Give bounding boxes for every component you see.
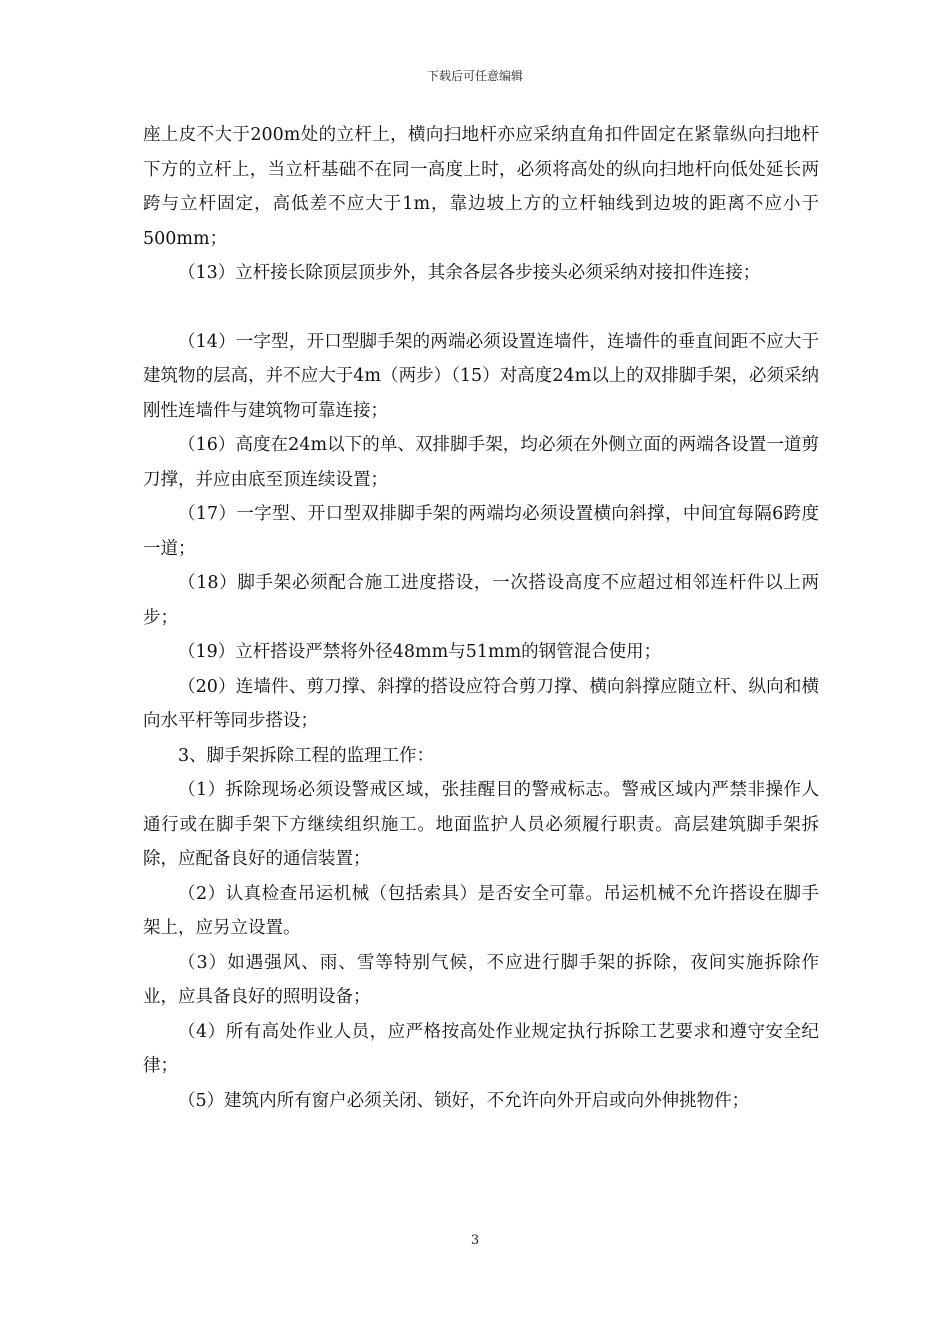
paragraph-item-17: （17）一字型、开口型双排脚手架的两端均必须设置横向斜撑，中间宜每隔6跨度一道； (143, 504, 819, 559)
document-body (143, 118, 819, 1118)
paragraph-dismantle-4: （4）所有高处作业人员，应严格按高处作业规定执行拆除工艺要求和遵守安全纪律； (143, 1021, 819, 1076)
paragraph-item-20: （20）连墙件、剪刀撑、斜撑的搭设应符合剪刀撑、横向斜撑应随立杆、纵向和横向水平杆等同步搭设； (143, 676, 819, 731)
section-heading-dismantling: 3、脚手架拆除工程的监理工作： (178, 745, 435, 766)
paragraph-dismantle-3: （3）如遇强风、雨、雪等特别气候，不应进行脚手架的拆除，夜间实施拆除作业，应具备良好的照明设备； (143, 952, 819, 1007)
paragraph-dismantle-1: （1）拆除现场必须设警戒区域，张挂醒目的警戒标志。警戒区域内严禁非操作人通行或在脚手架下方继续组织施工。地面监护人员必须履行职责。高层建筑脚手架拆除，应配备良好的通信装置； (143, 780, 819, 869)
paragraph-dismantle-5: （5）建筑内所有窗户必须关闭、锁好，不允许向外开启或向外伸挑物件； (178, 1090, 750, 1111)
paragraph-item-13: （13）立杆接长除顶层顶步外，其余各层各步接头必须采纳对接扣件连接； (178, 263, 761, 283)
paragraph-continuation: 座上皮不大于200m处的立杆上，横向扫地杆亦应采纳直角扣件固定在紧靠纵向扫地杆下方的立杆上，当立杆基础不在同一高度上时，必须将高处的纵向扫地杆向低处延长两跨与立杆固定，高低差不应大于1m，靠边坡上方的立杆轴线到边坡的距离不应小于500mm； (143, 125, 819, 249)
paragraph-item-18: （18）脚手架必须配合施工进度搭设，一次搭设高度不应超过相邻连杆件以上两步； (143, 573, 819, 628)
blank-line (143, 291, 819, 325)
page-header: 下载后可任意编辑 (426, 69, 523, 83)
paragraph-item-16: （16）高度在24m以下的单、双排脚手架，均必须在外侧立面的两端各设置一道剪刀撑，并应由底至顶连续设置； (143, 435, 819, 490)
paragraph-item-19: （19）立杆搭设严禁将外径48mm与51mm的钢管混合使用； (178, 642, 662, 662)
page-number: 3 (470, 1233, 480, 1248)
paragraph-item-14-15: （14）一字型，开口型脚手架的两端必须设置连墙件，连墙件的垂直间距不应大于建筑物的层高，并不应大于4m（两步）（15）对高度24m以上的双排脚手架，必须采纳刚性连墙件与建筑物可靠连接； (143, 331, 819, 421)
paragraph-dismantle-2: （2）认真检查吊运机械（包括索具）是否安全可靠。吊运机械不允许搭设在脚手架上，应另立设置。 (143, 883, 819, 938)
